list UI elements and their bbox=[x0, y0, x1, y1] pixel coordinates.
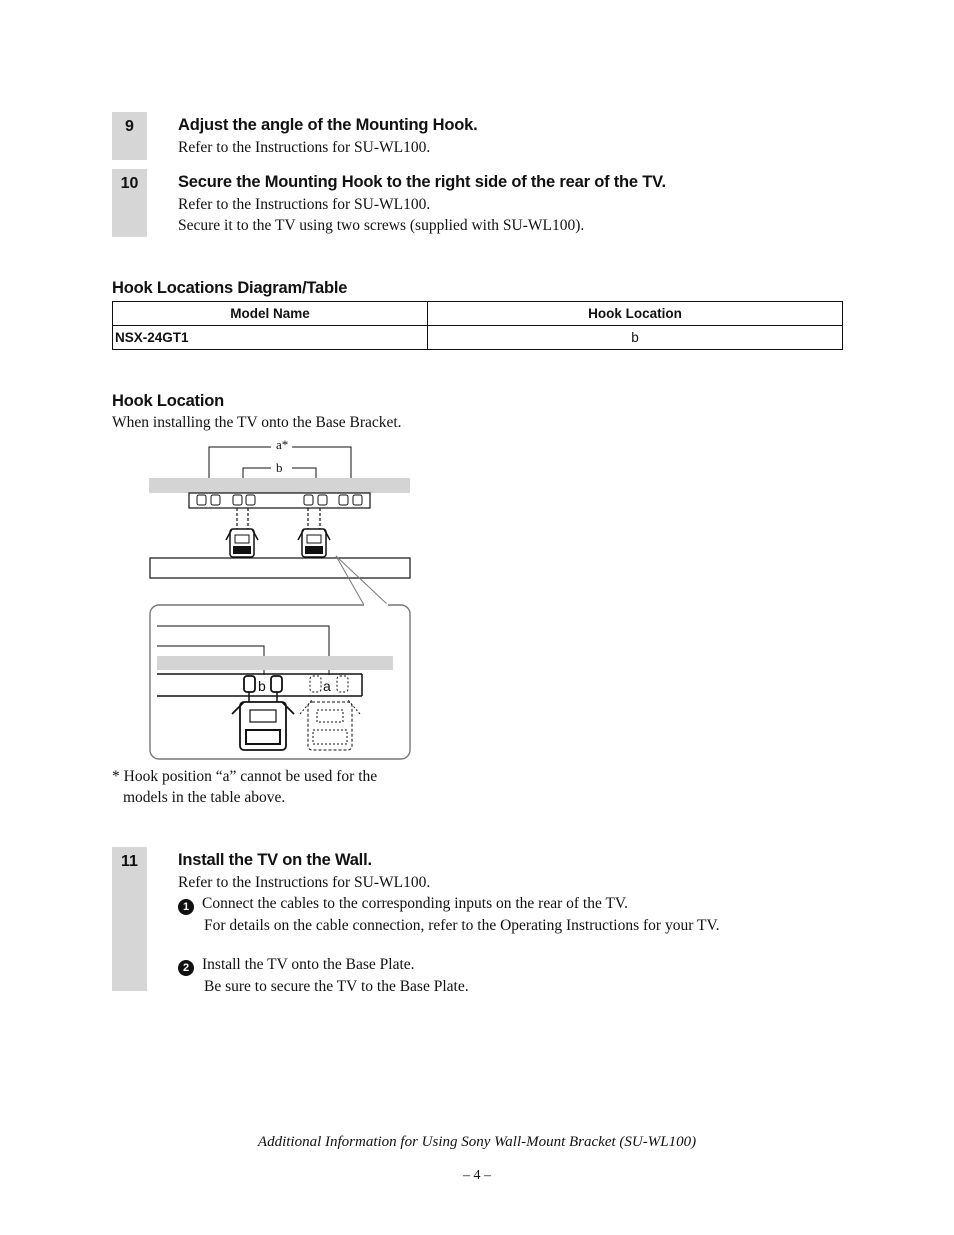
step-body bbox=[178, 847, 858, 997]
number-1-icon: 1 bbox=[178, 899, 194, 915]
number-2-icon: 2 bbox=[178, 960, 194, 976]
footnote-line-1: * Hook position “a” cannot be used for the bbox=[112, 768, 378, 785]
hook-locations-table bbox=[112, 301, 843, 350]
step-title: Install the TV on the Wall. bbox=[178, 851, 372, 869]
label-a-star: a* bbox=[276, 437, 289, 452]
label-b: b bbox=[276, 460, 283, 475]
spacer bbox=[178, 936, 858, 954]
step-text: Refer to the Instructions for SU-WL100. bbox=[178, 139, 431, 156]
hook-location-cell: b bbox=[428, 326, 843, 350]
step-number: 9 bbox=[112, 112, 147, 160]
page-number: – 4 – bbox=[463, 1168, 491, 1183]
hook-location-diagram bbox=[140, 432, 420, 764]
hook-location-caption: When installing the TV onto the Base Bracket. bbox=[112, 414, 402, 431]
table-header-row bbox=[113, 302, 843, 326]
footer-title: Additional Information for Using Sony Wall-Mount Bracket (SU-WL100) bbox=[257, 1134, 697, 1150]
zoom-label-b: b bbox=[258, 678, 266, 694]
hook-table-title: Hook Locations Diagram/Table bbox=[112, 279, 348, 297]
substep-1-detail: For details on the cable connection, refer to the Operating Instructions for your TV. bbox=[204, 917, 720, 934]
substep-1-text: Connect the cables to the corresponding inputs on the rear of the TV. bbox=[202, 895, 629, 912]
substep-2-text: Install the TV onto the Base Plate. bbox=[202, 956, 415, 973]
step-title: Adjust the angle of the Mounting Hook. bbox=[178, 116, 478, 134]
hook-location-title: Hook Location bbox=[112, 392, 224, 410]
model-name-cell: NSX-24GT1 bbox=[113, 326, 428, 350]
step-title: Secure the Mounting Hook to the right side of the rear of the TV. bbox=[178, 173, 666, 191]
table-row bbox=[113, 326, 843, 350]
step-text: Secure it to the TV using two screws (supplied with SU-WL100). bbox=[178, 217, 585, 234]
step-body bbox=[178, 169, 858, 236]
column-header-model: Model Name bbox=[113, 302, 428, 326]
column-header-hook-location: Hook Location bbox=[428, 302, 843, 326]
step-number: 10 bbox=[112, 169, 147, 237]
zoom-label-a: a bbox=[323, 678, 331, 694]
footnote-line-2: models in the table above. bbox=[123, 789, 286, 806]
step-text: Refer to the Instructions for SU-WL100. bbox=[178, 874, 431, 891]
substep-2-detail: Be sure to secure the TV to the Base Plate. bbox=[204, 978, 469, 995]
step-text: Refer to the Instructions for SU-WL100. bbox=[178, 196, 431, 213]
substep-1 bbox=[178, 893, 858, 915]
step-body bbox=[178, 112, 858, 158]
step-number: 11 bbox=[112, 847, 147, 991]
substep-2 bbox=[178, 954, 858, 976]
